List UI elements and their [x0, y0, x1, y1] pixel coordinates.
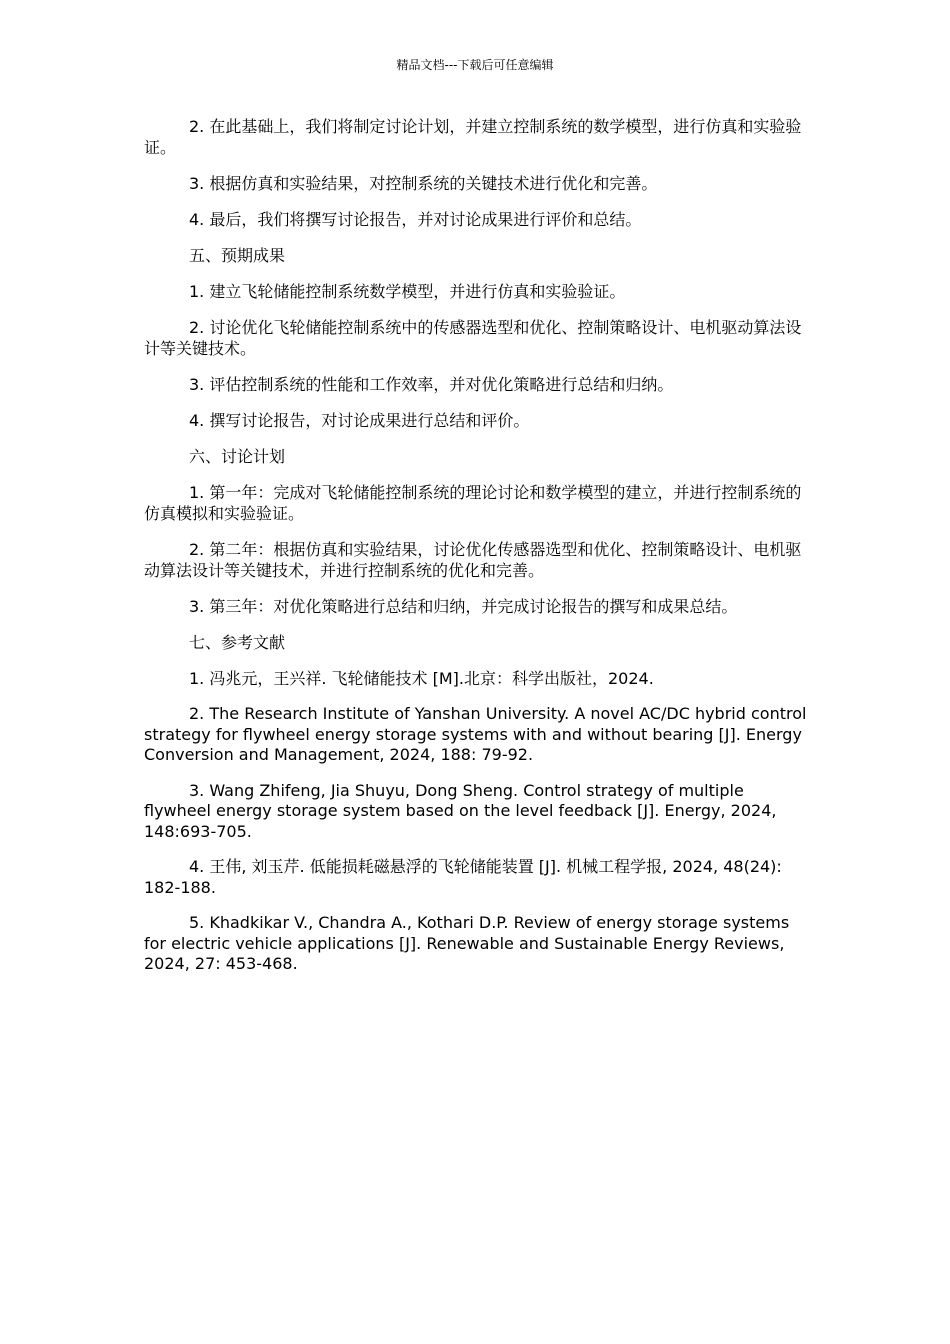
- paragraph-result-2: 2. 讨论优化飞轮储能控制系统中的传感器选型和优化、控制策略设计、电机驱动算法设计等关键技术。: [144, 318, 802, 358]
- paragraph-year-2: 2. 第二年：根据仿真和实验结果，讨论优化传感器选型和优化、控制策略设计、电机驱动算法设计等关键技术，并进行控制系统的优化和完善。: [144, 540, 802, 580]
- paragraph-plan-step-3: 3. 根据仿真和实验结果，对控制系统的关键技术进行优化和完善。: [189, 174, 658, 193]
- paragraph-year-3: 3. 第三年：对优化策略进行总结和归纳，并完成讨论报告的撰写和成果总结。: [189, 597, 738, 616]
- section-heading-schedule: 六、讨论计划: [189, 447, 286, 466]
- reference-item-2: 2. The Research Institute of Yanshan University. A novel AC/DC hybrid control strategy for flywheel energy storage systems with and without bearing [J]. Energy Conversion and Management, 2024, 188: 79-92.: [144, 704, 807, 764]
- paragraph-result-4: 4. 撰写讨论报告，对讨论成果进行总结和评价。: [189, 411, 530, 430]
- paragraph-year-1: 1. 第一年：完成对飞轮储能控制系统的理论讨论和数学模型的建立，并进行控制系统的仿真模拟和实验验证。: [144, 483, 802, 523]
- reference-item-4: 4. 王伟, 刘玉芹. 低能损耗磁悬浮的飞轮储能装置 [J]. 机械工程学报, 2024, 48(24): 182-188.: [144, 857, 782, 897]
- page-header: 精品文档---下载后可任意编辑: [396, 58, 554, 72]
- section-heading-references: 七、参考文献: [189, 633, 286, 652]
- paragraph-plan-step-4: 4. 最后，我们将撰写讨论报告，并对讨论成果进行评价和总结。: [189, 210, 642, 229]
- document-body: [144, 116, 808, 975]
- paragraph-result-3: 3. 评估控制系统的性能和工作效率，并对优化策略进行总结和归纳。: [189, 375, 674, 394]
- paragraph-plan-step-2: 2. 在此基础上，我们将制定讨论计划，并建立控制系统的数学模型，进行仿真和实验验证。: [144, 117, 802, 157]
- section-heading-expected-results: 五、预期成果: [189, 246, 286, 265]
- reference-item-3: 3. Wang Zhifeng, Jia Shuyu, Dong Sheng. Control strategy of multiple flywheel energy storage system based on the level feedback [J]. Energy, 2024, 148:693-705.: [144, 780, 777, 841]
- reference-item-5: 5. Khadkikar V., Chandra A., Kothari D.P. Review of energy storage systems for electric vehicle applications [J]. Renewable and Sustainable Energy Reviews, 2024, 27: 453-468.: [144, 913, 790, 973]
- reference-item-1: 1. 冯兆元，王兴祥. 飞轮储能技术 [M].北京：科学出版社，2024.: [189, 669, 654, 688]
- paragraph-result-1: 1. 建立飞轮储能控制系统数学模型，并进行仿真和实验验证。: [189, 282, 626, 301]
